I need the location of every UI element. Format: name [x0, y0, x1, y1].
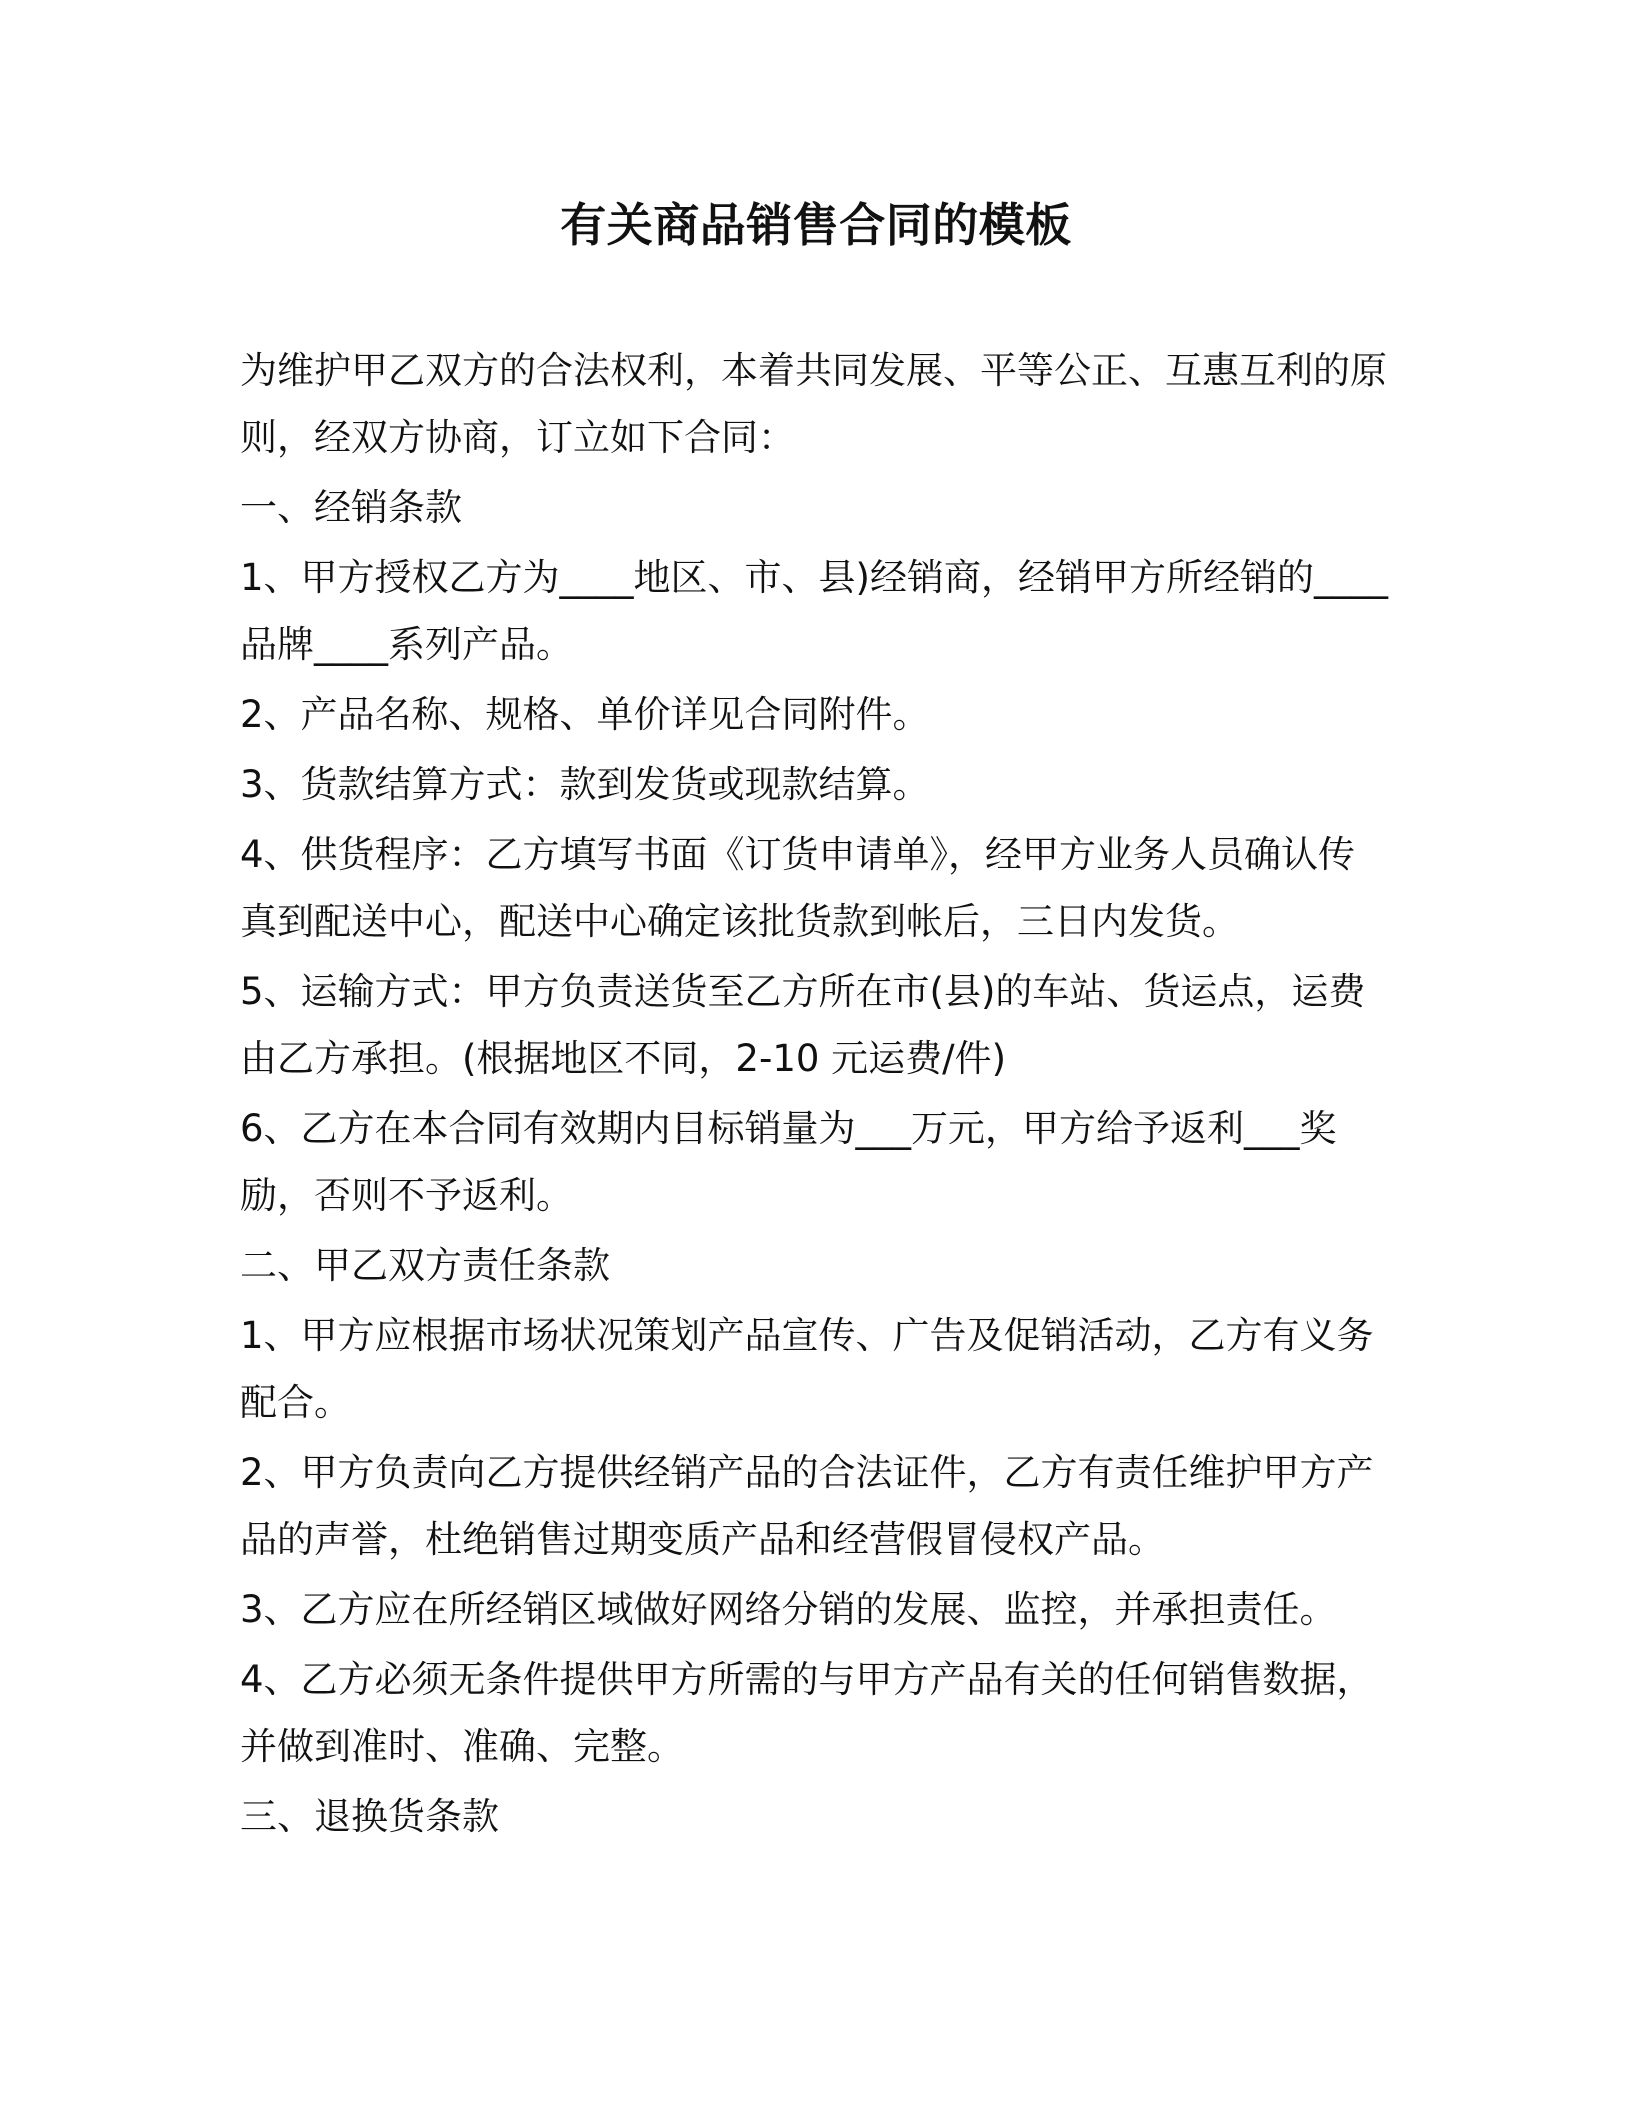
document-body: [240, 337, 1390, 1850]
clause-2-3: 3、乙方应在所经销区域做好网络分销的发展、监控，并承担责任。: [240, 1588, 1337, 1631]
clause-2-2: 2、甲方负责向乙方提供经销产品的合法证件，乙方有责任维护甲方产品的声誉，杜绝销售过期变质产品和经营假冒侵权产品。: [240, 1451, 1374, 1561]
section-heading-3: 三、退换货条款: [240, 1795, 499, 1838]
section-heading-2: 二、甲乙双方责任条款: [240, 1244, 610, 1287]
clause-1-6: 6、乙方在本合同有效期内目标销量为___万元，甲方给予返利___奖励，否则不予返利。: [240, 1107, 1337, 1217]
clause-1-1: 1、甲方授权乙方为____地区、市、县)经销商，经销甲方所经销的____品牌____系列产品。: [240, 556, 1388, 666]
intro-paragraph: 为维护甲乙双方的合法权利，本着共同发展、平等公正、互惠互利的原则，经双方协商，订立如下合同：: [240, 349, 1387, 459]
clause-2-4: 4、乙方必须无条件提供甲方所需的与甲方产品有关的任何销售数据，并做到准时、准确、完整。: [240, 1658, 1374, 1768]
clause-1-2: 2、产品名称、规格、单价详见合同附件。: [240, 693, 930, 736]
clause-2-1: 1、甲方应根据市场状况策划产品宣传、广告及促销活动，乙方有义务配合。: [240, 1314, 1374, 1424]
section-heading-1: 一、经销条款: [240, 486, 462, 529]
clause-1-5: 5、运输方式：甲方负责送货至乙方所在市(县)的车站、货运点，运费由乙方承担。(根据地区不同，2-10 元运费/件): [240, 970, 1366, 1080]
clause-1-3: 3、货款结算方式：款到发货或现款结算。: [240, 763, 930, 806]
clause-1-4: 4、供货程序：乙方填写书面《订货申请单》，经甲方业务人员确认传真到配送中心，配送中心确定该批货款到帐后，三日内发货。: [240, 833, 1356, 943]
document-title: 有关商品销售合同的模板: [560, 198, 1072, 252]
